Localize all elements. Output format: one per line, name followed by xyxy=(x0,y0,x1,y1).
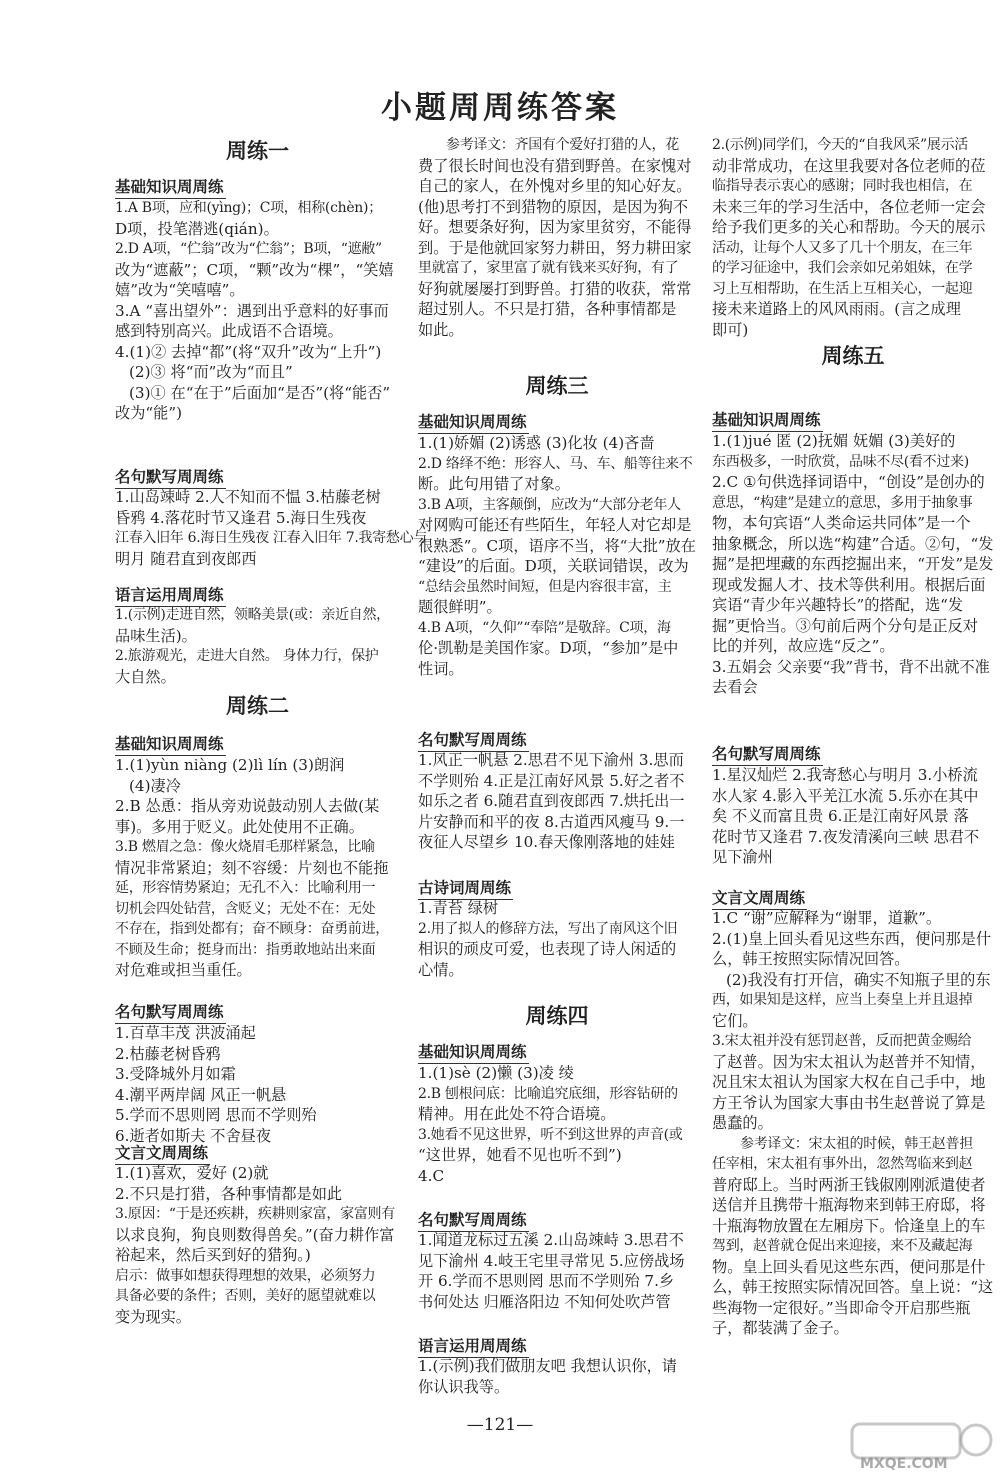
answer-text-block xyxy=(418,135,696,340)
answer-line: 你认识我等。 xyxy=(418,1377,510,1396)
answer-line: 1.山岛竦峙 2.人不知而不愠 3.枯藤老树 xyxy=(115,488,381,506)
subsection-heading-row xyxy=(418,410,696,434)
answer-line: 题很鲜明”。 xyxy=(418,598,502,616)
answer-line: 夜征人尽望乡 10.春天像刚落地的娃娃 xyxy=(418,833,675,851)
subsection-heading-row xyxy=(115,1141,400,1165)
answer-text-block xyxy=(712,431,994,698)
answer-text-block xyxy=(418,1230,696,1312)
answer-line: 东西极多，一时欣赏，品味不尽(看不过来) xyxy=(712,453,969,470)
answer-line: 嬉”改为“笑嘻嘻”。 xyxy=(115,281,245,299)
answer-line: 2.旅游观光，走进大自然。 身体力行，保护 xyxy=(115,648,379,664)
answer-line: 改为“遮蔽”；C项，“颗”改为“棵”，“笑嬉 xyxy=(115,260,394,279)
answer-line: “总结会虽然时间短，但是内容很丰富，主 xyxy=(418,578,672,595)
subsection-heading-row xyxy=(418,1040,696,1064)
svg-text:MXQE.COM: MXQE.COM xyxy=(860,1456,948,1472)
subsection-heading-row xyxy=(115,732,400,756)
answer-line: 1.(示例)走进自然，领略美景(或：亲近自然， xyxy=(115,607,390,623)
answer-line: 见下渝州 xyxy=(712,848,773,866)
answer-line: 3.宋太祖并没有惩罚赵普，反而把黄金赐给 xyxy=(712,1033,972,1049)
watermark-logo xyxy=(850,1420,995,1472)
answer-line: 里就富了，家里富了就有钱来买好狗，有了 xyxy=(418,260,679,276)
answer-line: 书何处达 归雁洛阳边 不知何处吹芦管 xyxy=(418,1292,671,1311)
answer-line: 活动，让每个人又多了几十个朋友，在三年 xyxy=(712,239,973,256)
answer-line: 延，形容情势紧迫；无孔不入：比喻利用一 xyxy=(115,880,376,896)
answer-line: 品味生活)。 xyxy=(115,626,197,645)
subsection-heading: 古诗词周周练 xyxy=(418,876,513,900)
answer-line: (3)① 在“在于”后面加“是否”(将“能否” xyxy=(129,383,391,402)
answer-line: 以求良狗，狗良则数得兽矣。”(奋力耕作富 xyxy=(115,1225,395,1244)
answer-line: 西，如果知是这样，应当上奏皇上并且退掉 xyxy=(712,992,973,1008)
subsection-heading-row xyxy=(712,886,994,910)
answer-text-block xyxy=(115,198,400,424)
answer-line: 么，韩王按照实际情况回答。皇上说：“这 xyxy=(712,1278,994,1296)
answer-text-block xyxy=(115,755,400,981)
answer-line: 好。想要条好狗，因为家里贫穷，不能得 xyxy=(418,218,692,236)
answer-line: “这世界，她看不见也听不到”) xyxy=(418,1146,622,1164)
answer-line: 接未来道路上的风风雨雨。(言之成理 xyxy=(712,300,961,318)
answer-line: 参考译文：齐国有个爱好打猎的人，花 xyxy=(446,137,679,153)
answer-line: 参考译文：宋太祖的时候，韩王赵普担 xyxy=(740,1135,973,1152)
subsection-heading-row xyxy=(712,408,994,432)
section-heading: 周练四 xyxy=(525,1004,589,1028)
answer-line: 的学习征途中，我们会亲如兄弟姐妹，在学 xyxy=(712,260,973,276)
answer-line: 3.她看不见这世界，听不到这世界的声音(或 xyxy=(418,1126,683,1143)
subsection-heading: 基础知识周周练 xyxy=(115,732,226,756)
subsection-heading: 名句默写周周练 xyxy=(418,1208,529,1232)
answer-line: 1.(1)sè (2)懒 (3)凌 绫 xyxy=(418,1064,574,1082)
answer-line: 意思，“构建”是建立的意思，多用于抽象事 xyxy=(712,494,973,511)
answer-line: 精神。用在此处不符合语境。 xyxy=(418,1105,616,1123)
answer-text-block xyxy=(712,908,994,1339)
answer-text-block xyxy=(115,605,400,687)
answer-line: 事)。多用于贬义。此处使用不正确。 xyxy=(115,817,364,836)
answer-line: 习上互相帮助，在生活上互相关心，一起迎 xyxy=(712,280,973,297)
subsection-heading: 基础知识周周练 xyxy=(418,410,529,434)
answer-line: 不学则殆 4.正是江南好风景 5.好之者不 xyxy=(418,771,685,790)
answer-line: 2.D A项，“伫翁”改为“伫翁”；B项，“遮敝” xyxy=(115,241,382,257)
answer-line: 些海物一定很好。”当即命令开启那些瓶 xyxy=(712,1298,971,1317)
answer-line: 1.闻道龙标过五溪 2.山岛竦峙 3.思君不 xyxy=(418,1231,684,1249)
subsection-heading: 文言文周周练 xyxy=(712,886,807,910)
answer-line: 送信并且携带十瓶海物来到韩王府邸，将 xyxy=(712,1196,986,1214)
answer-line: 1.C “谢”应解释为“谢罪，道歉”。 xyxy=(712,909,942,927)
answer-line: 抽象概念，所以选“构建”合适。②句，“发 xyxy=(712,534,994,553)
answer-text-block xyxy=(418,750,696,853)
answer-line: 4.B A项，“久仰”“奉陪”是敬辞。C项，海 xyxy=(418,619,671,636)
answer-line: 1.星汉灿烂 2.我寄愁心与明月 3.小桥流 xyxy=(712,766,978,784)
answer-text-block xyxy=(115,1163,400,1327)
answer-line: 2.(1)皇上回头看见这些东西，便问那是什 xyxy=(712,929,992,948)
answer-line: 好狗就屡屡打到野兽。打猎的收获，常常 xyxy=(418,279,692,298)
answer-line: 具备必要的条件；否则，美好的愿望就难以 xyxy=(115,1288,376,1304)
answer-line: 比的并列，故应选“反之”。 xyxy=(712,637,895,655)
answer-line: 现或发掘人才、技术等供利用。根据后面 xyxy=(712,575,986,594)
answer-line: 明月 随君直到夜郎西 xyxy=(115,549,257,568)
answer-line: 5.学而不思则罔 思而不学则殆 xyxy=(115,1106,317,1124)
answer-line: 断。此句用错了对象。 xyxy=(418,475,570,493)
answer-line: 1.青苔 绿树 xyxy=(418,899,499,917)
section-heading: 周练三 xyxy=(525,374,589,398)
answer-line: 么，韩王按照实际情况回答。 xyxy=(712,950,910,968)
answer-line: 物。皇上回头看见这些东西，便问那是什 xyxy=(712,1257,986,1276)
answer-line: 3.受降城外月如霜 xyxy=(115,1065,236,1083)
section-heading: 周练二 xyxy=(226,694,289,718)
answer-line: 裕起来，然后买到好的猎狗。) xyxy=(115,1246,311,1264)
answer-line: 1.百草丰茂 洪波涌起 xyxy=(115,1024,256,1042)
answer-line: 况且宋太祖认为国家大权在自己手中，地 xyxy=(712,1073,986,1091)
answer-line: 花时节又逢君 7.夜发清溪向三峡 思君不 xyxy=(712,827,980,846)
answer-text-block xyxy=(418,1063,696,1186)
answer-text-block xyxy=(712,135,994,340)
answer-line: 掘”是把埋藏的东西挖掘出来，“开发”是发 xyxy=(712,555,994,573)
subsection-heading-row xyxy=(115,175,400,199)
answer-line: 6.逝者如斯夫 不舍昼夜 xyxy=(115,1126,272,1145)
subsection-heading: 基础知识周周练 xyxy=(712,408,823,432)
subsection-heading-row xyxy=(115,1000,400,1024)
subsection-heading: 语言运用周周练 xyxy=(418,1334,529,1358)
subsection-heading-row xyxy=(115,465,400,489)
answer-line: 临指导表示衷心的感谢；同时我也相信，在 xyxy=(712,178,973,194)
answer-line: 2.D 络绎不绝：形容人、马、车、船等往来不 xyxy=(418,455,693,472)
answer-line: 任宰相，宋太祖有事外出，忽然驾临来到赵 xyxy=(712,1156,973,1172)
answer-line: 4.C xyxy=(418,1166,445,1185)
answer-line: (4)凄冷 xyxy=(129,776,181,795)
answer-line: (2)我没有打开信，确实不知瓶子里的东 xyxy=(726,970,991,989)
answer-line: 驾到，赵普就仓促出来迎接，来不及藏起海 xyxy=(712,1238,973,1254)
answer-text-block xyxy=(418,1356,696,1397)
answer-line: 掘”更恰当。③句前后两个分句是正反对 xyxy=(712,616,978,635)
answer-line: 到。于是他就回家努力耕田，努力耕田家 xyxy=(418,238,692,257)
answer-line: 对网购可能还有些陌生，年轻人对它却是 xyxy=(418,516,692,534)
answer-text-block xyxy=(712,765,994,868)
answer-line: 改为“能”) xyxy=(115,404,183,422)
subsection-heading-row xyxy=(418,1208,696,1232)
answer-line: 十瓶海物放置在左厢房下。恰逢皇上的车 xyxy=(712,1216,986,1235)
subsection-heading: 名句默写周周练 xyxy=(115,1000,226,1024)
answer-line: 普府邸上。当时两浙王钱俶刚刚派遣使者 xyxy=(712,1175,986,1194)
answer-line: 2.枯藤老树昏鸦 xyxy=(115,1044,221,1063)
answer-line: 切机会四处钻营，含贬义；无处不在：无处 xyxy=(115,900,376,917)
answer-line: 2.B 刨根问底：比喻追究底细，形容钻研的 xyxy=(418,1085,678,1102)
answer-line: 对危难或担当重任。 xyxy=(115,961,252,979)
answer-line: “建设”的后面。D项，关联词错误，改为 xyxy=(418,557,689,575)
answer-line: 伦·凯勒是美国作家。D项，“参加”是中 xyxy=(418,639,679,657)
answer-line: 大自然。 xyxy=(115,667,176,686)
answer-line: 即可) xyxy=(712,320,749,339)
answer-line: 很熟悉”。C项，语序不当，将“大批”放在 xyxy=(418,536,696,555)
answer-line: 1.风正一帆悬 2.思君不见下渝州 3.思而 xyxy=(418,751,684,769)
answer-line: 了赵普。因为宋太祖认为赵普并不知情， xyxy=(712,1052,986,1071)
subsection-heading-row xyxy=(418,876,696,900)
section-heading: 周练五 xyxy=(821,344,885,368)
answer-text-block xyxy=(418,898,696,980)
answer-line: 未来三年的学习生活中，各位老师一定会 xyxy=(712,197,986,216)
answer-line: 不存在，指到处都有；奋不顾身：奋勇前进， xyxy=(115,921,389,937)
subsection-heading: 基础知识周周练 xyxy=(418,1040,529,1064)
answer-line: 如乐之者 6.随君直到夜郎西 7.烘托出一 xyxy=(418,792,685,810)
answer-line: 3.B 燃眉之急：像火烧眉毛那样紧急，比喻 xyxy=(115,839,375,855)
subsection-heading: 名句默写周周练 xyxy=(712,742,823,766)
answer-line: 性词。 xyxy=(418,659,464,678)
subsection-heading-row xyxy=(115,583,400,607)
subsection-heading: 文言文周周练 xyxy=(115,1141,210,1165)
answer-line: 动非常成功，在这里我要对各位老师的莅 xyxy=(712,156,986,175)
subsection-heading: 名句默写周周练 xyxy=(115,465,226,489)
page-title: 小题周周练答案 xyxy=(381,90,619,126)
answer-line: 如此。 xyxy=(418,320,464,339)
answer-line: 1.(1)yùn niàng (2)lì lín (3)朗润 xyxy=(115,756,345,774)
answer-line: 相识的顽皮可爱，也表现了诗人闲适的 xyxy=(418,940,677,958)
section-heading: 周练一 xyxy=(226,139,289,163)
answer-line: 不顾及生命；挺身而出：指勇敢地站出来面 xyxy=(115,941,376,958)
answer-line: 启示：做事如想获得理想的效果，必须努力 xyxy=(115,1267,376,1284)
answer-line: 开 6.学而不思则罔 思而不学则殆 7.乡 xyxy=(418,1272,675,1290)
answer-line: 超过别人。不只是打猎，各种事情都是 xyxy=(418,300,677,318)
answer-line: 江春入旧年 6.海日生残夜 江春入旧年 7.我寄愁心与 xyxy=(115,530,427,546)
answer-line: 2.用了拟人的修辞方法，写出了南风这个旧 xyxy=(418,920,678,937)
answer-line: 片安静而和平的夜 8.古道西风瘦马 9.一 xyxy=(418,812,685,831)
answer-line: 情况非常紧迫；刻不容缓：片刻也不能拖 xyxy=(115,858,389,877)
answer-line: 昏鸦 4.落花时节又逢君 5.海日生残夜 xyxy=(115,508,367,527)
answer-line: 2.B 怂恿：指从旁劝说鼓动别人去做(某 xyxy=(115,797,380,815)
answer-line: 3.原因：“于是还疾耕，疾耕则家富，家富则有 xyxy=(115,1206,395,1222)
answer-line: 3.B A项，主客颠倒，应改为“大部分老年人 xyxy=(418,496,681,513)
answer-text-block xyxy=(115,487,427,569)
answer-line: 1.(1)喜欢，爱好 (2)就 xyxy=(115,1164,269,1182)
answer-line: 1.(示例)我们做朋友吧 我想认识你，请 xyxy=(418,1357,677,1375)
answer-line: (2)③ 将“而”改为“而且” xyxy=(129,363,293,381)
answer-line: 自己的家人，在外愧对乡里的知心好友。 xyxy=(418,177,692,195)
answer-line: 2.C ①句供选择词语中，“创设”是创办的 xyxy=(712,473,985,491)
answer-line: 4.(1)② 去掉“都”(将“双升”改为“上升”) xyxy=(115,342,382,361)
answer-line: 物，本句宾语“人类命运共同体”是一个 xyxy=(712,514,971,532)
answer-line: 感到特别高兴。此成语不合语境。 xyxy=(115,322,343,340)
answer-line: 2.(示例)同学们，今天的“自我风采”展示活 xyxy=(712,137,968,153)
answer-line: 愚蠢的。 xyxy=(712,1114,773,1132)
answer-line: 2.不只是打猎，各种事情都是如此 xyxy=(115,1184,343,1203)
answer-line: 宾语“青少年兴趣特长”的搭配，选“发 xyxy=(712,596,964,614)
answer-line: 子，都装满了金子。 xyxy=(712,1319,849,1337)
subsection-heading: 语言运用周周练 xyxy=(115,583,226,607)
answer-line: 1.A B项，应和(yìng)；C项，相称(chèn)； xyxy=(115,200,382,216)
answer-line: 4.潮平两岸阔 风正一帆悬 xyxy=(115,1085,287,1104)
answer-line: 1.(1)jué 匿 (2)抚媚 妩媚 (3)美好的 xyxy=(712,432,956,450)
subsection-heading: 基础知识周周练 xyxy=(115,175,226,199)
subsection-heading: 名句默写周周练 xyxy=(418,728,529,752)
answer-text-block xyxy=(115,1023,400,1146)
answer-line: 心情。 xyxy=(418,960,464,979)
subsection-heading-row xyxy=(418,728,696,752)
answer-line: 费了很长时间也没有猎到野兽。在家愧对 xyxy=(418,156,692,175)
answer-line: 矣 不义而富且贵 6.正是江南好风景 落 xyxy=(712,807,969,825)
answer-line: 3.五娟会 父亲要“我”背书，背不出就不准 xyxy=(712,657,990,676)
answer-line: 方王爷认为国家大事由书生赵普说了算是 xyxy=(712,1093,986,1112)
answer-line: D项，投笔潜逃(qián)。 xyxy=(115,219,279,238)
answer-line: 1.(1)娇媚 (2)诱惑 (3)化妆 (4)吝啬 xyxy=(418,434,655,452)
answer-line: 变为现实。 xyxy=(115,1307,191,1326)
page-number: —121— xyxy=(466,1415,534,1435)
answer-line: 见下渝州 4.岐王宅里寻常见 5.应傍战场 xyxy=(418,1251,685,1270)
answer-line: 水人家 4.影入平羌江水流 5.乐亦在其中 xyxy=(712,786,979,805)
answer-line: 3.A “喜出望外”：遇到出乎意料的好事而 xyxy=(115,301,389,320)
answer-line: 它们。 xyxy=(712,1011,758,1030)
answer-line: 给予我们更多的关心和帮助。今天的展示 xyxy=(712,218,986,236)
answer-text-block xyxy=(418,433,696,679)
answer-line: (他)思考打不到猎物的原因，是因为狗不 xyxy=(418,197,689,216)
answer-line: 去看会 xyxy=(712,678,758,696)
subsection-heading-row xyxy=(712,742,994,766)
subsection-heading-row xyxy=(418,1334,696,1358)
